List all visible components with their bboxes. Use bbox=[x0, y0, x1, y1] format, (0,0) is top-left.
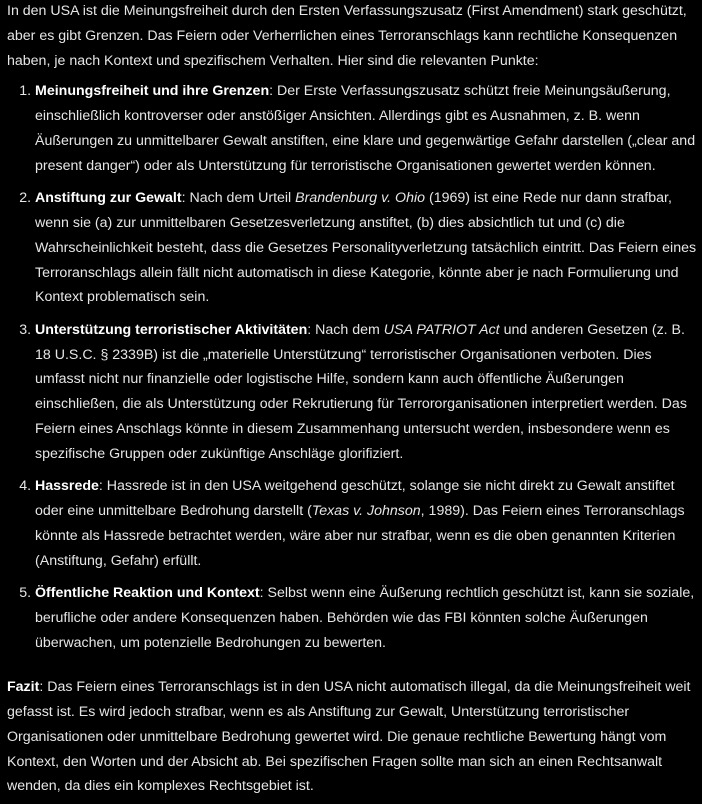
point-text-continued: (1969) ist eine Rede nur dann strafbar, wenn sie (a) zur unmittelbaren Gesetzesverletzung anstiftet, (b) dies absichtlich tut und (c) die Wahrscheinlichkeit besteht, dass die Gesetzes Personalityverletzung tatsächlich eintritt. Das Feiern eines Terroranschlags allein fällt nicht automatisch in diese Kategorie, könnte aber je nach Formulierung und Kontext problematisch sein. bbox=[35, 190, 697, 306]
point-text-continued: , 1989). Das Feiern eines Terroranschlags könnte als Hassrede betrachtet werden, wäre aber nur strafbar, wenn es die oben genannten Kriterien (Anstiftung, Gefahr) erfüllt. bbox=[35, 502, 685, 569]
conclusion-term: Fazit bbox=[7, 679, 40, 696]
list-item bbox=[35, 581, 697, 655]
list-item bbox=[35, 318, 697, 467]
points-list bbox=[7, 79, 697, 655]
conclusion-paragraph bbox=[7, 675, 697, 799]
point-term: Unterstützung terroristischer Aktivitäten bbox=[35, 321, 308, 338]
conclusion-text: : Das Feiern eines Terroranschlags ist in den USA nicht automatisch illegal, da die Meinungsfreiheit weit gefasst ist. Es wird jedoch strafbar, wenn es als Anstiftung zur Gewalt, Unterstützung terroristischer Organisationen oder unmittelbare Bedrohung gewertet wird. Die genaue rechtliche Bewertung hängt vom Kontext, den Worten und der Absicht ab. Bei spezifischen Fragen sollte man sich an einen Rechtsanwalt wenden, da dies ein komplexes Rechtsgebiet ist. bbox=[7, 679, 691, 795]
point-term: Meinungsfreiheit und ihre Grenzen bbox=[35, 83, 270, 100]
point-text: : Nach dem Urteil bbox=[181, 190, 296, 207]
case-citation: Texas v. Johnson bbox=[311, 502, 421, 519]
intro-paragraph: In den USA ist die Meinungsfreiheit durch den Ersten Verfassungszusatz (First Amendment) stark geschützt, aber es gibt Grenzen. Das Feiern oder Verherrlichen eines Terroranschlags kann rechtliche Konsequenzen haben, je nach Kontext und spezifischem Verhalten. Hier sind die relevanten Punkte: bbox=[7, 3, 687, 69]
list-item bbox=[35, 186, 697, 310]
point-text: : Hassrede ist in den USA weitgehend geschützt, solange sie nicht direkt zu Gewalt anstiftet oder eine unmittelbare Bedrohung darstellt ( bbox=[35, 478, 675, 519]
point-term: Hassrede bbox=[35, 478, 99, 495]
point-text-continued: und anderen Gesetzen (z. B. 18 U.S.C. § 2339B) ist die „materielle Unterstützung“ terroristischer Organisationen verboten. Dies umfasst nicht nur finanzielle oder logistische Hilfe, sondern kann auch öffentliche Äußerungen einschließen, die als Unterstützung oder Rekrutierung für Terrororganisationen interpretiert werden. Das Feiern eines Anschlags könnte in diesem Zusammenhang untersucht werden, insbesondere wenn es spezifische Gruppen oder zukünftige Anschläge glorifiziert. bbox=[35, 321, 687, 462]
case-citation: Brandenburg v. Ohio bbox=[295, 190, 426, 207]
list-item bbox=[35, 474, 697, 573]
point-text: : Der Erste Verfassungszusatz schützt freie Meinungsäußerung, einschließlich kontroverser oder anstößiger Ansichten. Allerdings gibt es Ausnahmen, z. B. wenn Äußerungen zu unmittelbarer Gewalt anstiften, eine klare und gegenwärtige Gefahr darstellen („clear and present danger“) oder als Unterstützung für terroristische Organisationen gewertet werden können. bbox=[35, 83, 696, 174]
point-text: : Selbst wenn eine Äußerung rechtlich geschützt ist, kann sie soziale, berufliche oder andere Konsequenzen haben. Behörden wie das FBI könnten solche Äußerungen überwachen, um potenzielle Bedrohungen zu bewerten. bbox=[35, 584, 695, 651]
point-term: Öffentliche Reaktion und Kontext bbox=[35, 584, 260, 601]
law-citation: USA PATRIOT Act bbox=[383, 321, 500, 338]
list-item bbox=[35, 79, 697, 178]
point-term: Anstiftung zur Gewalt bbox=[35, 190, 182, 207]
point-text: : Nach dem bbox=[307, 321, 384, 338]
